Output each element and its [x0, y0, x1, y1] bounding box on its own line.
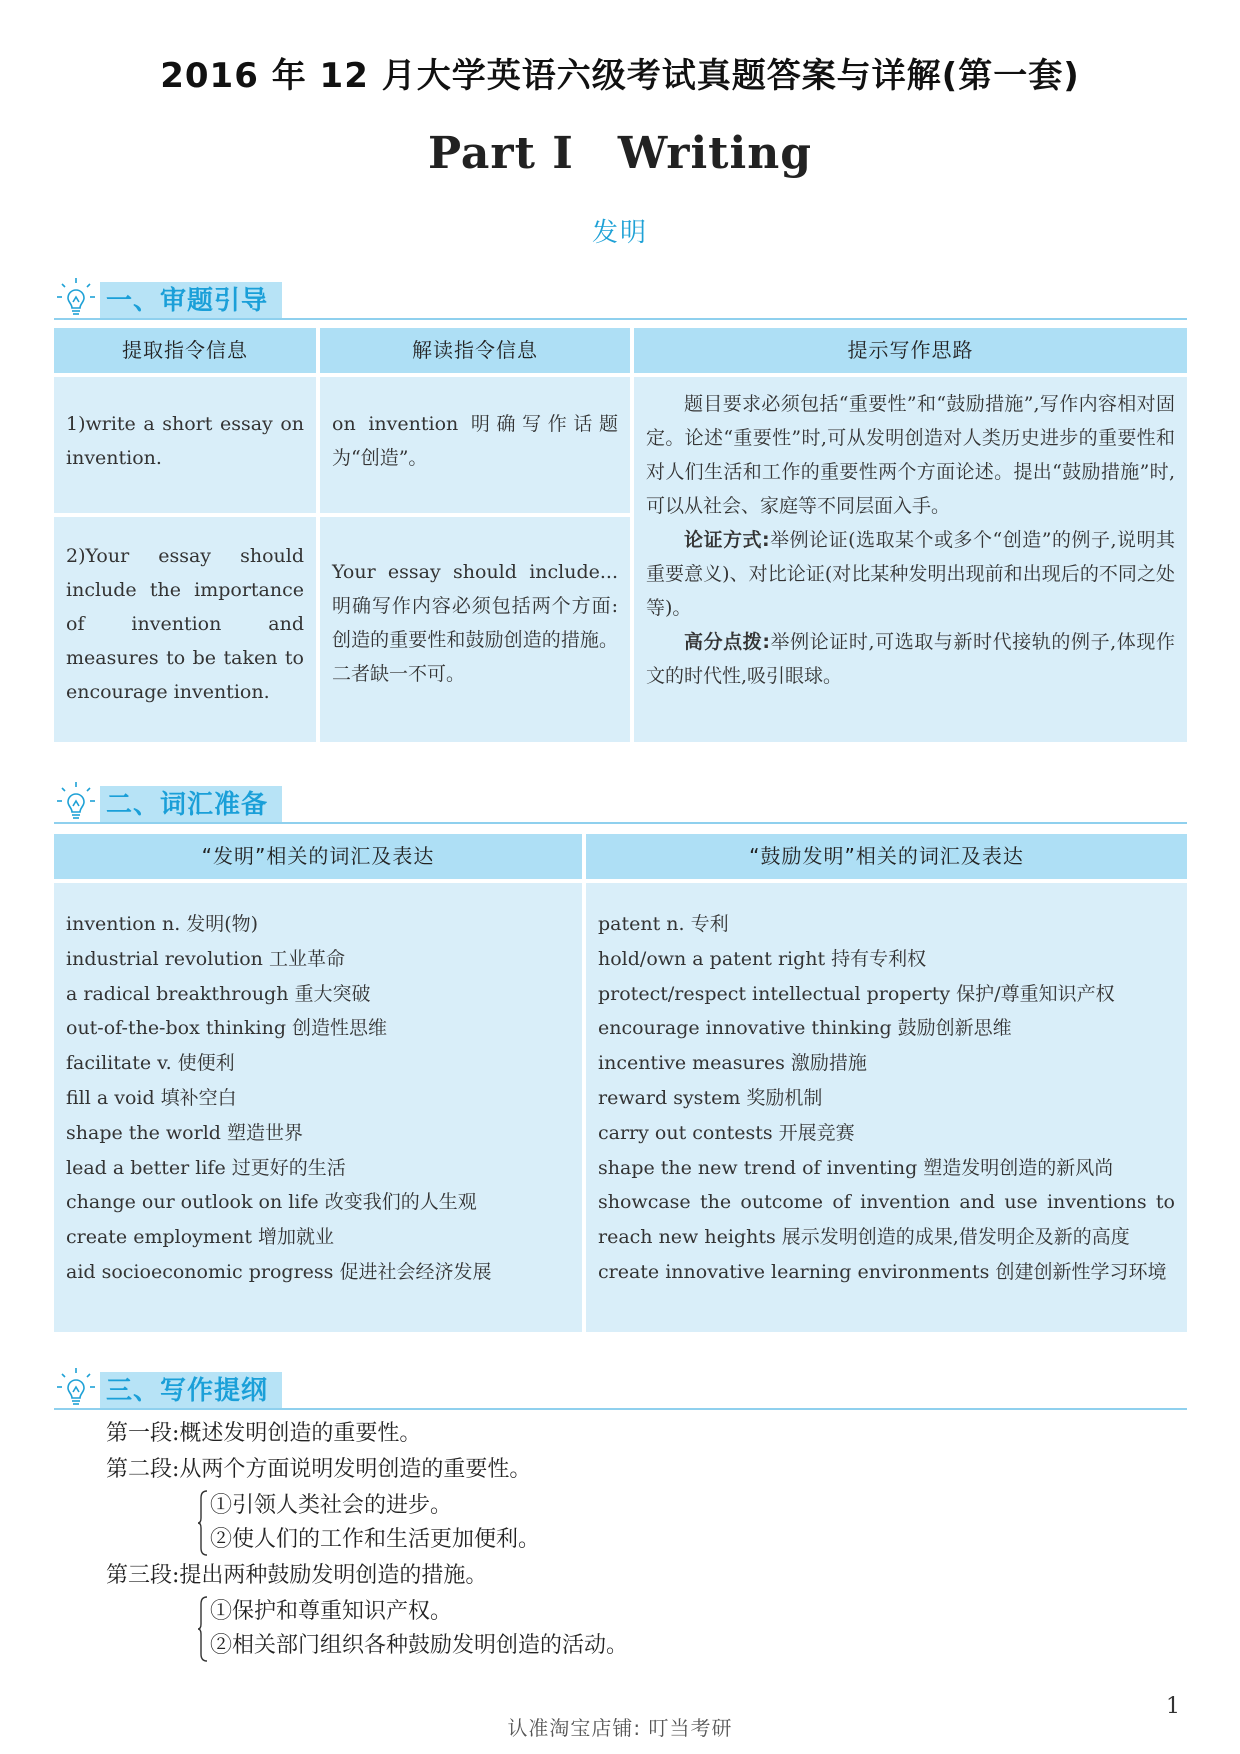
part-label: Part I: [428, 128, 574, 179]
section3-rule: [54, 1408, 1187, 1410]
outline-paragraph-2-point-1: ①引领人类社会的进步。: [210, 1493, 453, 1518]
vocab-item: shape the new trend of inventing 塑造发明创造的新风尚: [598, 1156, 1114, 1179]
outline-paragraph-2-point-2: ②使人们的工作和生活更加便利。: [210, 1527, 541, 1552]
vocab-header-encourage: “鼓励发明”相关的词汇及表达: [586, 834, 1187, 879]
brace-icon: [198, 1490, 208, 1556]
hint-paragraph-2: [646, 523, 1175, 625]
vocab-item: incentive measures 激励措施: [598, 1052, 867, 1075]
section3-heading: [54, 1364, 282, 1410]
interpretation-cell-2: Your essay should include... 明确写作内容必须包括两个方面:创造的重要性和鼓励创造的措施。二者缺一不可。: [320, 517, 630, 742]
vocab-item: change our outlook on life 改变我们的人生观: [66, 1191, 477, 1214]
outline-paragraph-1: 第一段:概述发明创造的重要性。: [106, 1421, 422, 1446]
hint-paragraph-1: 题目要求必须包括“重要性”和“鼓励措施”,写作内容相对固定。论述“重要性”时,可从发明创造对人类历史进步的重要性和对人们生活和工作的重要性两个方面论述。提出“鼓励措施”时,可以从社会、家庭等不同层面入手。: [646, 393, 1175, 517]
column-header-hint: 提示写作思路: [634, 328, 1187, 373]
vocab-item: encourage innovative thinking 鼓励创新思维: [598, 1017, 1012, 1040]
vocab-list-encourage: [586, 883, 1187, 1332]
topic-title: 发明: [591, 218, 648, 248]
lightbulb-icon: [54, 1366, 98, 1410]
vocab-item: a radical breakthrough 重大突破: [66, 982, 371, 1005]
vocab-item: lead a better life 过更好的生活: [66, 1156, 346, 1179]
column-header-extract: 提取指令信息: [54, 328, 316, 373]
vocab-item: carry out contests 开展竞赛: [598, 1121, 855, 1144]
vocab-item: patent n. 专利: [598, 913, 729, 935]
lightbulb-icon: [54, 780, 98, 824]
vocab-item: reward system 奖励机制: [598, 1086, 823, 1109]
outline-paragraph-3: 第三段:提出两种鼓励发明创造的措施。: [106, 1563, 488, 1588]
outline-paragraph-3-point-2: ②相关部门组织各种鼓励发明创造的活动。: [210, 1633, 629, 1658]
hint-cell: [634, 377, 1187, 742]
document-title: 2016 年 12 月大学英语六级考试真题答案与详解(第一套): [160, 56, 1080, 96]
hint-tip-label: 高分点拨:: [684, 631, 770, 653]
interpretation-cell-1: on invention 明确写作话题为“创造”。: [320, 377, 630, 513]
part-heading: [0, 128, 1240, 179]
vocab-item: showcase the outcome of invention and use inventions to reach new heights 展示发明创造的成果,借发明企及新的高度: [598, 1191, 1175, 1249]
vocab-item: hold/own a patent right 持有专利权: [598, 947, 927, 970]
shop-note: 认准淘宝店铺: 叮当考研: [507, 1716, 733, 1740]
vocab-item: create innovative learning environments 创建创新性学习环境: [598, 1260, 1167, 1283]
vocab-item: shape the world 塑造世界: [66, 1121, 303, 1144]
section2-heading: [54, 778, 282, 824]
instruction-cell-1: 1)write a short essay on invention.: [54, 377, 316, 513]
section3-title: 三、写作提纲: [100, 1372, 282, 1410]
vocab-item: fill a void 填补空白: [66, 1086, 237, 1109]
vocab-item: create employment 增加就业: [66, 1226, 335, 1249]
section1-title: 一、审题引导: [100, 282, 282, 320]
lightbulb-icon: [54, 276, 98, 320]
section1-rule: [54, 318, 1187, 320]
hint-method-text: 举例论证(选取某个或多个“创造”的例子,说明其重要意义)、对比论证(对比某种发明出现前和出现后的不同之处等)。: [646, 529, 1175, 619]
part-name: Writing: [617, 128, 812, 179]
outline-paragraph-3-point-1: ①保护和尊重知识产权。: [210, 1599, 453, 1624]
vocab-item: invention n. 发明(物): [66, 913, 259, 935]
vocab-item: out-of-the-box thinking 创造性思维: [66, 1017, 388, 1040]
vocab-item: industrial revolution 工业革命: [66, 947, 345, 970]
vocab-list-invention: [54, 883, 582, 1332]
section2-title: 二、词汇准备: [100, 786, 282, 824]
outline-paragraph-2: 第二段:从两个方面说明发明创造的重要性。: [106, 1457, 532, 1482]
section1-heading: [54, 274, 282, 320]
instruction-cell-2: 2)Your essay should include the importance of invention and measures to be taken to encourage invention.: [54, 517, 316, 742]
section2-rule: [54, 822, 1187, 824]
hint-paragraph-3: [646, 625, 1175, 693]
vocab-item: aid socioeconomic progress 促进社会经济发展: [66, 1260, 492, 1283]
column-header-interpret: 解读指令信息: [320, 328, 630, 373]
hint-method-label: 论证方式:: [684, 529, 770, 551]
vocab-item: protect/respect intellectual property 保护/尊重知识产权: [598, 982, 1115, 1005]
brace-icon: [198, 1596, 208, 1662]
vocab-item: facilitate v. 使便利: [66, 1052, 235, 1075]
page-number: 1: [1166, 1694, 1180, 1719]
vocab-header-invention: “发明”相关的词汇及表达: [54, 834, 582, 879]
hint-tip-text: 举例论证时,可选取与新时代接轨的例子,体现作文的时代性,吸引眼球。: [646, 631, 1175, 687]
